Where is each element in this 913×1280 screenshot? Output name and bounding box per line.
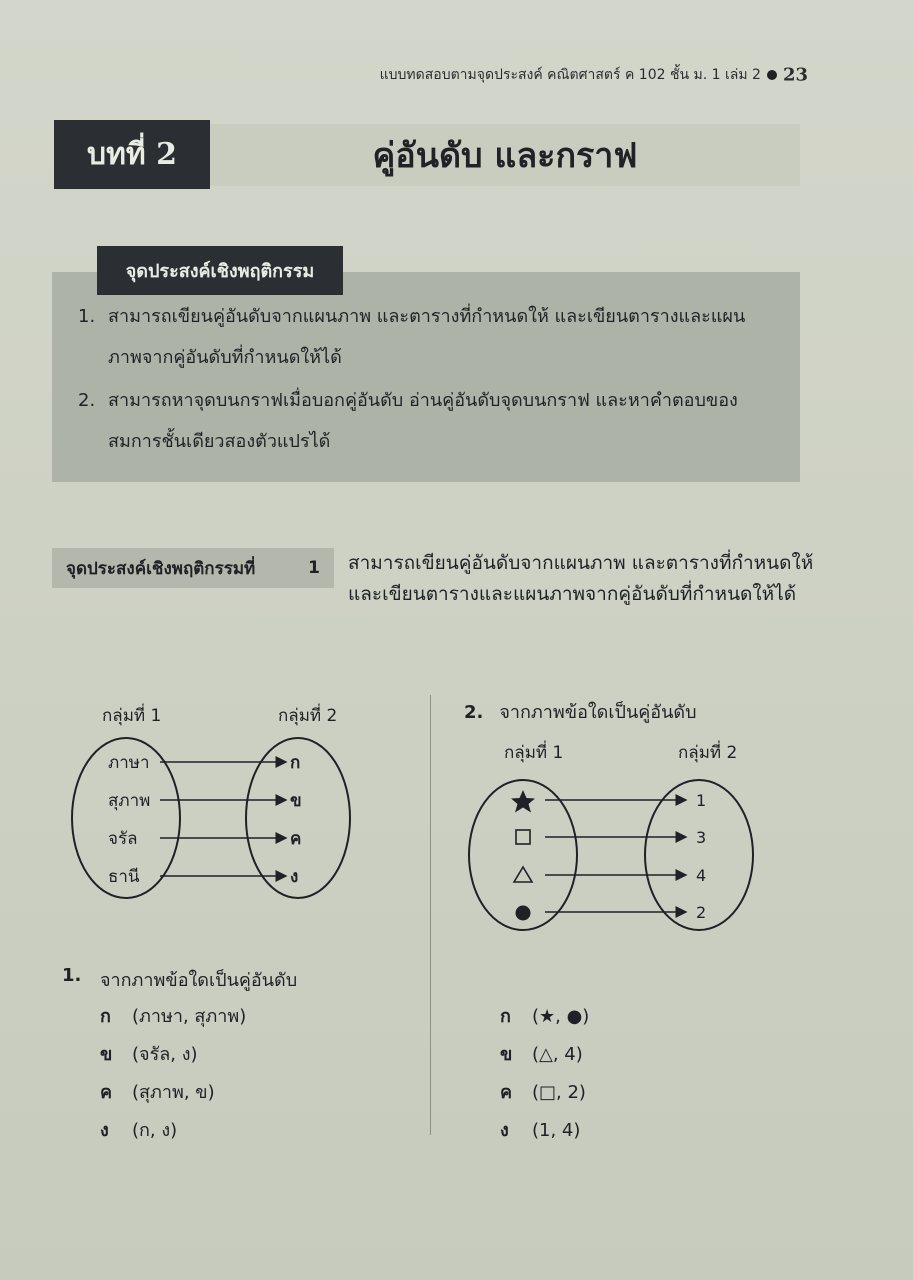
question-1-choices <box>100 998 246 1150</box>
choice[interactable] <box>500 1074 589 1112</box>
star-icon <box>511 790 535 813</box>
question-2-choices <box>500 998 589 1150</box>
question-1-number: 1. <box>62 965 82 986</box>
choice[interactable] <box>100 998 246 1036</box>
objective-line: สามารถหาจุดบนกราฟเมื่อบอกคู่อันดับ อ่านคู่อันดับจุดบนกราฟ และหาคำตอบของ <box>108 390 738 411</box>
column-divider <box>430 695 431 1135</box>
running-title: แบบทดสอบตามจุดประสงค์ คณิตศาสตร์ ค 102 ชั้น ม. 1 เล่ม 2 <box>379 67 761 83</box>
group2-label: กลุ่มที่ 2 <box>678 743 738 763</box>
choice-label: ข <box>100 1044 113 1065</box>
circle-icon <box>516 906 531 921</box>
choice[interactable] <box>500 998 589 1036</box>
right-item: 4 <box>696 866 707 885</box>
sub-objective-tag <box>52 548 334 588</box>
choice-label: ง <box>500 1120 509 1141</box>
choice[interactable] <box>100 1036 246 1074</box>
objective-number: 1. <box>78 306 96 327</box>
left-item: ธานี <box>108 867 140 887</box>
choice-label: ข <box>500 1044 513 1065</box>
choice-label: ง <box>100 1120 109 1141</box>
sub-objective-number: 1 <box>308 558 320 578</box>
chapter-badge: บทที่ 2 <box>54 120 210 189</box>
choice[interactable] <box>100 1074 246 1112</box>
objective-number: 2. <box>78 390 96 411</box>
objective-line: ภาพจากคู่อันดับที่กำหนดให้ได้ <box>108 347 342 368</box>
sub-objective-text: สามารถเขียนคู่อันดับจากแผนภาพ และตารางที่กำหนดให้และเขียนตารางและแผนภาพจากคู่อันดับที่กำหนดให้ได้ <box>348 552 814 605</box>
choice[interactable] <box>100 1112 246 1150</box>
right-item: ก <box>290 753 301 773</box>
choice[interactable] <box>500 1036 589 1074</box>
objective-line: สามารถเขียนคู่อันดับจากแผนภาพ และตารางที่กำหนดให้ และเขียนตารางและแผน <box>108 306 746 327</box>
running-header <box>380 64 808 86</box>
objective-item-1 <box>78 296 745 378</box>
choice-text: (△, 4) <box>532 1044 583 1065</box>
mapping-diagram-1 <box>60 695 380 915</box>
choice-text: (สุภาพ, ข) <box>132 1082 215 1103</box>
right-item: 3 <box>696 828 707 847</box>
right-item: ง <box>290 867 299 887</box>
choice-text: (★, ●) <box>532 1006 590 1027</box>
choice[interactable] <box>500 1112 589 1150</box>
choice-text: (ก, ง) <box>132 1120 178 1141</box>
question-2-heading <box>464 697 697 726</box>
choice-label: ค <box>500 1082 513 1103</box>
objective-item-2 <box>78 380 738 462</box>
chapter-title: คู่อันดับ และกราฟ <box>372 136 638 176</box>
question-1-text: จากภาพข้อใดเป็นคู่อันดับ <box>100 970 298 991</box>
sub-objective-label: จุดประสงค์เชิงพฤติกรรมที่ <box>66 558 256 579</box>
group1-label: กลุ่มที่ 1 <box>102 706 162 726</box>
triangle-icon <box>514 867 532 882</box>
objectives-tag: จุดประสงค์เชิงพฤติกรรม <box>97 246 343 295</box>
objective-line: สมการชั้นเดียวสองตัวแปรได้ <box>108 431 331 452</box>
question-2-text: จากภาพข้อใดเป็นคู่อันดับ <box>499 702 697 723</box>
choice-text: (□, 2) <box>532 1082 586 1103</box>
choice-label: ก <box>500 1006 511 1027</box>
right-item: ข <box>290 791 302 811</box>
choice-text: (ภาษา, สุภาพ) <box>132 1006 247 1027</box>
choice-label: ก <box>100 1006 111 1027</box>
group1-label: กลุ่มที่ 1 <box>504 743 564 763</box>
right-item: ค <box>290 829 302 849</box>
right-item: 1 <box>696 791 707 810</box>
question-2-number: 2. <box>464 702 484 723</box>
choice-text: (1, 4) <box>532 1120 581 1141</box>
group2-label: กลุ่มที่ 2 <box>278 706 338 726</box>
right-item: 2 <box>696 903 707 922</box>
choice-label: ค <box>100 1082 113 1103</box>
mapping-diagram-2 <box>460 730 780 940</box>
page-number: 23 <box>782 64 808 86</box>
left-item: จรัล <box>108 829 138 849</box>
choice-text: (จรัล, ง) <box>132 1044 198 1065</box>
bullet-icon <box>767 70 777 80</box>
left-item: ภาษา <box>108 753 150 773</box>
left-item: สุภาพ <box>108 791 151 811</box>
square-icon <box>516 830 530 844</box>
